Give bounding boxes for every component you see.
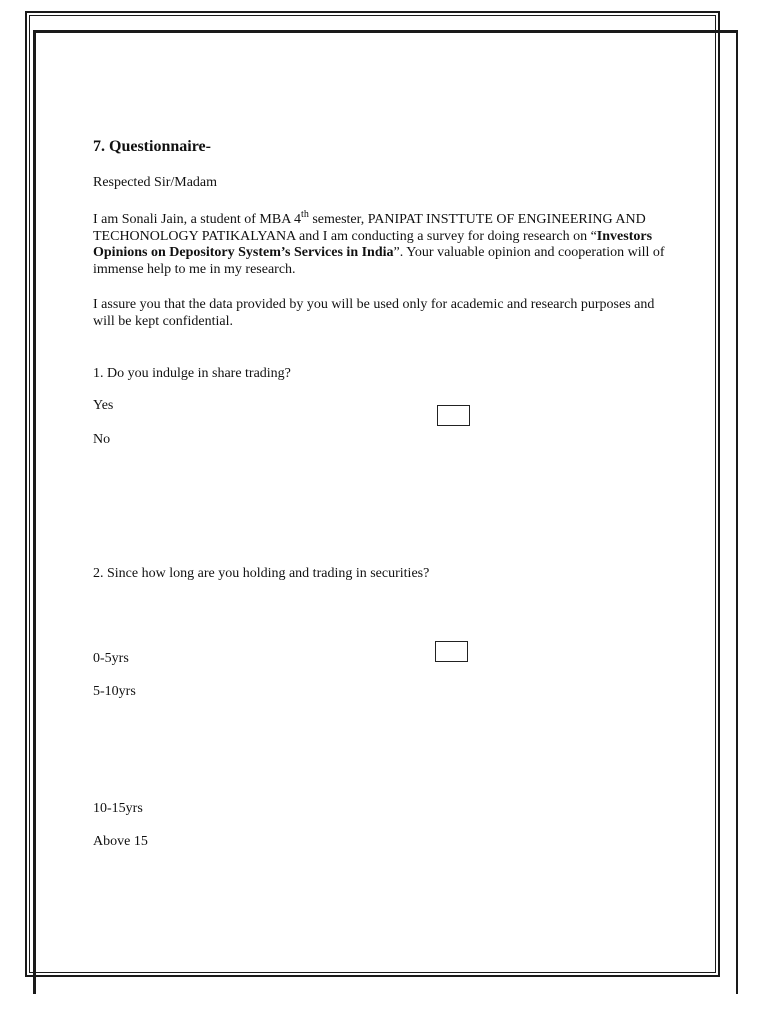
salutation: Respected Sir/Madam <box>93 175 218 190</box>
q2-option-10-15yrs: 10-15yrs <box>93 801 143 816</box>
q2-answer-checkbox[interactable] <box>435 641 468 662</box>
intro-part2: semester, PANIPAT INSTTUTE OF ENGINEERING AND TECHONOLOGY PATIKALYANA and I am conducting a survey for doing research on “ <box>93 212 646 244</box>
q1-option-yes: Yes <box>93 398 114 413</box>
question-1: 1. Do you indulge in share trading? <box>93 366 291 381</box>
page-border-tick-bottom-left <box>33 976 36 994</box>
q2-option-0-5yrs: 0-5yrs <box>93 651 129 666</box>
research-title: Investors Opinions on Depository System’s Services in India <box>93 228 653 260</box>
q1-option-no: No <box>93 432 111 447</box>
intro-part3: ”. Your valuable opinion and cooperation will of immense help to me in my research. <box>93 245 665 277</box>
intro-part1: I am Sonali Jain, a student of MBA 4 <box>93 212 302 227</box>
intro-superscript: th <box>301 209 309 220</box>
assurance-paragraph: I assure you that the data provided by you will be used only for academic and research purposes and will be kept confidential. <box>93 297 655 329</box>
section-heading: 7. Questionnaire- <box>93 138 211 155</box>
q2-option-above-15: Above 15 <box>93 834 148 849</box>
question-2: 2. Since how long are you holding and trading in securities? <box>93 566 430 581</box>
q1-answer-checkbox[interactable] <box>437 405 470 426</box>
q2-option-5-10yrs: 5-10yrs <box>93 684 136 699</box>
intro-paragraph <box>93 209 673 278</box>
